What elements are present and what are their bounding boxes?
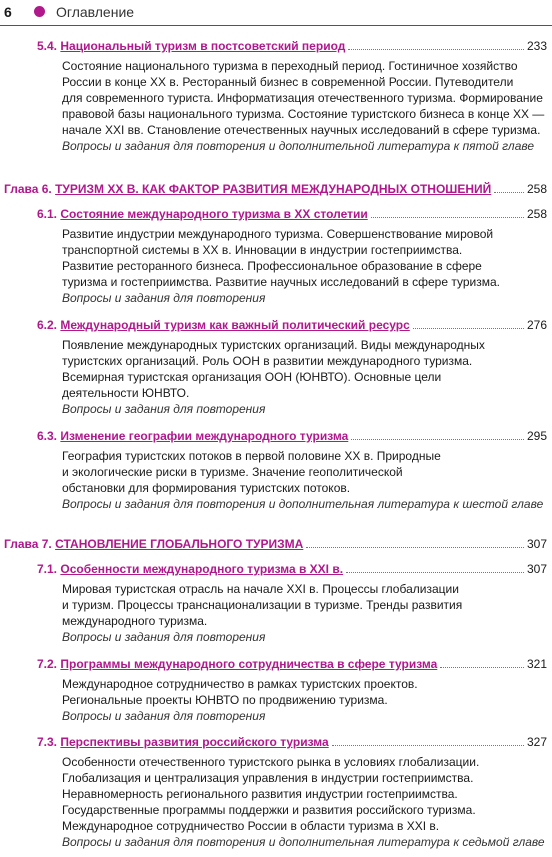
section-description xyxy=(62,226,500,306)
page-reference: 307 xyxy=(526,537,547,551)
description-line: Международное сотрудничество в рамках туристских проектов. xyxy=(62,677,418,691)
questions-line: Вопросы и задания для повторения и дополнительная литература к седьмой главе xyxy=(62,835,545,849)
description-line: международного туризма. xyxy=(62,614,208,628)
page-reference: 295 xyxy=(526,429,547,443)
section-number: 6.2. xyxy=(37,318,58,332)
section-description xyxy=(62,581,462,645)
section-title[interactable]: Состояние международного туризма в XX столетии xyxy=(60,207,368,221)
chapter-title[interactable]: ТУРИЗМ XX В. КАК ФАКТОР РАЗВИТИЯ МЕЖДУНАРОДНЫХ ОТНОШЕНИЙ xyxy=(55,182,492,196)
description-line: География туристских потоков в первой половине XX в. Природные xyxy=(62,449,441,463)
description-line: России в конце XX в. Ресторанный бизнес в современной России. Путеводители xyxy=(62,75,514,89)
description-line: туризма и гостеприимства. Развитие научных исследований в сфере туризма. xyxy=(62,275,500,289)
chapter-number: Глава 7. xyxy=(4,537,52,551)
leader-dots xyxy=(413,328,524,329)
page-number: 6 xyxy=(4,4,12,20)
questions-line: Вопросы и задания для повторения xyxy=(62,630,266,644)
description-line: транспортной системы в XX в. Инновации в индустрии гостеприимства. xyxy=(62,243,463,257)
toc-section-5-4 xyxy=(37,39,547,53)
description-line: Мировая туристская отрасль на начале XXI в. Процессы глобализации xyxy=(62,582,459,596)
description-line: и экологические риски в туризме. Значение геополитической xyxy=(62,465,403,479)
questions-line: Вопросы и задания для повторения и дополнительная литература к шестой главе xyxy=(62,497,544,511)
section-title[interactable]: Национальный туризм в постсоветский период xyxy=(60,39,346,53)
leader-dots xyxy=(332,745,524,746)
description-line: Появление международных туристских организаций. Виды международных xyxy=(62,338,485,352)
header-divider xyxy=(0,25,552,26)
leader-dots xyxy=(306,547,524,548)
description-line: туристских организаций. Роль ООН в развитии международного туризма. xyxy=(62,354,473,368)
section-number: 7.1. xyxy=(37,562,58,576)
section-description xyxy=(62,754,545,850)
toc-title-line[interactable] xyxy=(37,39,547,53)
description-line: начале XXI вв. Становление отечественных научных исследований в сфере туризма. xyxy=(62,123,541,137)
description-line: Государственные программы поддержки и развития российского туризма. xyxy=(62,803,476,817)
section-description xyxy=(62,676,418,724)
toc-title-line[interactable] xyxy=(37,562,547,576)
questions-line: Вопросы и задания для повторения и дополнительной литература к пятой главе xyxy=(62,139,535,153)
toc-title-line[interactable] xyxy=(37,318,547,332)
page-reference: 276 xyxy=(526,318,547,332)
page-header xyxy=(0,0,552,28)
leader-dots xyxy=(346,572,524,573)
section-title[interactable]: Международный туризм как важный политический ресурс xyxy=(60,318,410,332)
toc-section-7-1 xyxy=(37,562,547,576)
toc-title-line[interactable] xyxy=(4,182,547,196)
page-reference: 307 xyxy=(526,562,547,576)
description-line: для современного туриста. Информатизация отечественного туризма. Формирование xyxy=(62,91,543,105)
page-reference: 321 xyxy=(526,657,547,671)
toc-title-line[interactable] xyxy=(37,657,547,671)
description-line: Особенности отечественного туристского рынка в условиях глобализации. xyxy=(62,755,480,769)
leader-dots xyxy=(348,49,524,50)
section-title[interactable]: Программы международного сотрудничества в сфере туризма xyxy=(60,657,438,671)
header-bullet-icon xyxy=(34,6,45,17)
description-line: Международное сотрудничество России в области туризма в XXI в. xyxy=(62,819,440,833)
page-reference: 258 xyxy=(526,182,547,196)
description-line: Региональные проекты ЮНВТО по продвижению туризма. xyxy=(62,693,388,707)
toc-section-7-3 xyxy=(37,735,547,749)
questions-line: Вопросы и задания для повторения xyxy=(62,709,266,723)
description-line: Развитие ресторанного бизнеса. Профессиональное образование в сфере xyxy=(62,259,482,273)
toc-title-line[interactable] xyxy=(37,429,547,443)
description-line: Развитие индустрии международного туризма. Совершенствование мировой xyxy=(62,227,494,241)
toc-title-line[interactable] xyxy=(4,537,547,551)
description-line: обстановки для формирования туристских потоков. xyxy=(62,481,351,495)
header-title: Оглавление xyxy=(56,4,135,20)
section-description xyxy=(62,337,485,417)
toc-section-6-1 xyxy=(37,207,547,221)
description-line: Всемирная туристская организация ООН (ЮНВТО). Основные цели xyxy=(62,370,442,384)
page-reference: 233 xyxy=(526,39,547,53)
section-title[interactable]: Изменение географии международного туризма xyxy=(60,429,349,443)
section-number: 6.1. xyxy=(37,207,58,221)
description-line: Глобализация и централизация управления в индустрии гостеприимства. xyxy=(62,771,474,785)
section-title[interactable]: Особенности международного туризма в XXI в. xyxy=(60,562,344,576)
toc-section-6-2 xyxy=(37,318,547,332)
description-line: деятельности ЮНВТО. xyxy=(62,386,190,400)
section-description xyxy=(62,58,544,154)
toc-title-line[interactable] xyxy=(37,207,547,221)
toc-section-7-2 xyxy=(37,657,547,671)
description-line: и туризм. Процессы транснационализации в туризме. Тренды развития xyxy=(62,598,463,612)
chapter-number: Глава 6. xyxy=(4,182,52,196)
description-line: Неравномерность регионального развития индустрии гостеприимства. xyxy=(62,787,458,801)
page-reference: 327 xyxy=(526,735,547,749)
description-line: Состояние национального туризма в переходный период. Гостиничное хозяйство xyxy=(62,59,518,73)
leader-dots xyxy=(440,667,524,668)
section-number: 7.3. xyxy=(37,735,58,749)
section-description xyxy=(62,448,543,512)
chapter-title[interactable]: СТАНОВЛЕНИЕ ГЛОБАЛЬНОГО ТУРИЗМА xyxy=(55,537,304,551)
section-number: 5.4. xyxy=(37,39,58,53)
toc-title-line[interactable] xyxy=(37,735,547,749)
toc-chapter-6 xyxy=(4,182,547,196)
leader-dots xyxy=(371,217,524,218)
description-line: правовой базы национального туризма. Состояние туристского бизнеса в конце XX — xyxy=(62,107,545,121)
page-reference: 258 xyxy=(526,207,547,221)
section-title[interactable]: Перспективы развития российского туризма xyxy=(60,735,329,749)
section-number: 7.2. xyxy=(37,657,58,671)
questions-line: Вопросы и задания для повторения xyxy=(62,291,266,305)
leader-dots xyxy=(494,192,524,193)
toc-section-6-3 xyxy=(37,429,547,443)
leader-dots xyxy=(351,439,524,440)
section-number: 6.3. xyxy=(37,429,58,443)
toc-chapter-7 xyxy=(4,537,547,551)
questions-line: Вопросы и задания для повторения xyxy=(62,402,266,416)
